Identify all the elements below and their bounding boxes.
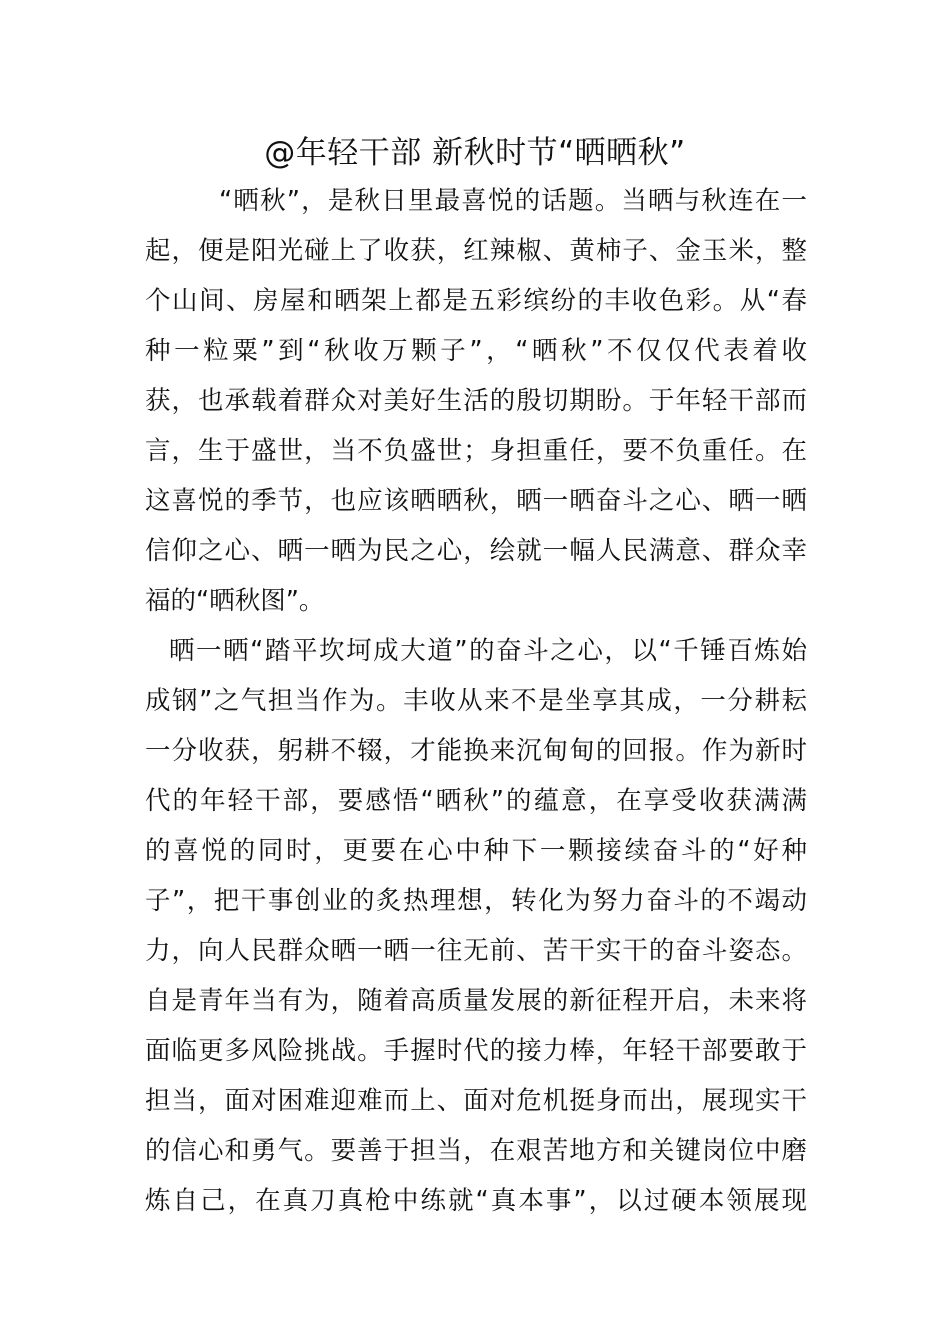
paragraph-2-line-5: 的喜悦的同时，更要在心中种下一颗接续奋斗的“好种 — [145, 836, 807, 866]
paragraph-1-line-4: 种一粒粟”到“秋收万颗子”，“晒秋”不仅仅代表着收 — [145, 336, 807, 366]
paragraph-1-line-7: 这喜悦的季节，也应该晒晒秋，晒一晒奋斗之心、晒一晒 — [145, 486, 807, 516]
paragraph-1-line-1: “晒秋”，是秋日里最喜悦的话题。当晒与秋连在一 — [219, 186, 807, 216]
paragraph-2-line-2: 成钢”之气担当作为。丰收从来不是坐享其成，一分耕耘 — [145, 686, 807, 716]
document-title: @年轻干部 新秋时节“晒晒秋” — [264, 135, 686, 171]
paragraph-2-line-8: 自是青年当有为，随着高质量发展的新征程开启，未来将 — [145, 986, 807, 1016]
paragraph-2-line-12: 炼自己，在真刀真枪中练就“真本事”，以过硬本领展现 — [145, 1186, 807, 1216]
paragraph-2-line-3: 一分收获，躬耕不辍，才能换来沉甸甸的回报。作为新时 — [145, 736, 807, 766]
paragraph-1-line-2: 起，便是阳光碰上了收获，红辣椒、黄柿子、金玉米，整 — [145, 236, 807, 266]
paragraph-2-line-1: 晒一晒“踏平坎坷成大道”的奋斗之心，以“千锤百炼始 — [169, 636, 807, 666]
paragraph-2-line-9: 面临更多风险挑战。手握时代的接力棒，年轻干部要敢于 — [145, 1036, 807, 1066]
paragraph-1-line-8: 信仰之心、晒一晒为民之心，绘就一幅人民满意、群众幸 — [145, 536, 807, 566]
paragraph-1-line-9: 福的“晒秋图”。 — [145, 586, 325, 616]
paragraph-2-line-6: 子”，把干事创业的炙热理想，转化为努力奋斗的不竭动 — [145, 886, 807, 916]
paragraph-2-line-10: 担当，面对困难迎难而上、面对危机挺身而出，展现实干 — [145, 1086, 807, 1116]
document-body — [145, 176, 807, 1226]
paragraph-2-line-7: 力，向人民群众晒一晒一往无前、苦干实干的奋斗姿态。 — [145, 936, 807, 966]
paragraph-1-line-6: 言，生于盛世，当不负盛世；身担重任，要不负重任。在 — [145, 436, 807, 466]
paragraph-1-line-3: 个山间、房屋和晒架上都是五彩缤纷的丰收色彩。从“春 — [145, 286, 807, 316]
paragraph-1-line-5: 获，也承载着群众对美好生活的殷切期盼。于年轻干部而 — [145, 386, 807, 416]
paragraph-2-line-11: 的信心和勇气。要善于担当，在艰苦地方和关键岗位中磨 — [145, 1136, 807, 1166]
paragraph-2-line-4: 代的年轻干部，要感悟“晒秋”的蕴意，在享受收获满满 — [145, 786, 807, 816]
